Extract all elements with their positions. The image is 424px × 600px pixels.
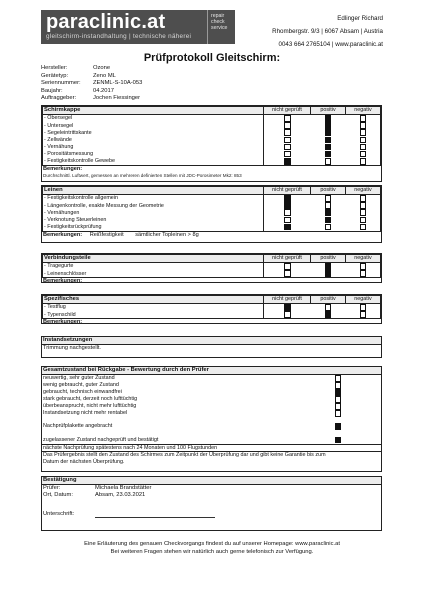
checklist-label: - Testflug <box>43 304 264 312</box>
neg-checkbox[interactable] <box>360 311 367 318</box>
condition-box <box>295 410 381 417</box>
checklist-cell <box>346 304 381 312</box>
np-checkbox[interactable] <box>284 122 291 129</box>
checklist-cell <box>311 158 346 165</box>
condition-label: stark gebraucht, derzeit noch lufttüchtig <box>43 396 138 403</box>
contact-phone-web: 0043 664 2765104 | www.paraclinic.at <box>278 41 383 48</box>
checklist-cell <box>346 263 381 271</box>
remarks-label: Bemerkungen: <box>42 277 381 285</box>
checklist-label: - Porositätsmessung <box>43 151 264 158</box>
checklist-label: - Obersegel <box>43 115 264 123</box>
checklist-cell <box>311 209 346 216</box>
info-label: Gerätetyp: <box>41 72 69 79</box>
info-value: Ozone <box>93 65 111 71</box>
section-title: Spezifisches <box>43 296 264 304</box>
section-title: Leinen <box>43 187 264 195</box>
checklist-cell <box>346 151 381 158</box>
section-bestaetigung <box>41 476 382 531</box>
checklist-cell <box>264 217 311 224</box>
pos-checkbox[interactable] <box>325 311 332 318</box>
checklist-cell <box>346 115 381 123</box>
checklist-cell <box>264 311 311 318</box>
verbindung-table <box>42 254 381 277</box>
neg-checkbox[interactable] <box>360 224 367 231</box>
footer-line: Bei weiteren Fragen stehen wir natürlich auch gerne telefonisch zur Verfügung. <box>110 549 314 555</box>
neg-checkbox[interactable] <box>360 122 367 129</box>
pos-checkbox[interactable] <box>325 115 332 122</box>
pos-checkbox[interactable] <box>325 209 332 216</box>
checklist-cell <box>311 151 346 158</box>
checklist-cell <box>311 311 346 318</box>
checklist-cell <box>311 195 346 203</box>
checklist-cell <box>264 115 311 123</box>
plakette-row <box>42 423 381 430</box>
remarks-label: Bemerkungen: <box>42 165 381 173</box>
checklist-row <box>43 115 381 123</box>
checklist-cell <box>346 224 381 231</box>
logo-side-text: check <box>211 19 225 26</box>
np-checkbox[interactable] <box>284 311 291 318</box>
disclaimer-line: Das Prüfergebnis stellt den Zustand des Schirmes zum Zeitpunkt der Überprüfung dar und gibt keine Garantie bis zum <box>43 452 326 459</box>
condition-checkbox[interactable] <box>335 410 342 417</box>
condition-row <box>42 389 381 396</box>
condition-row <box>42 396 381 403</box>
checklist-cell <box>264 270 311 277</box>
logo-side-block <box>207 10 235 44</box>
condition-box <box>295 403 381 410</box>
footer <box>0 540 424 556</box>
np-checkbox[interactable] <box>284 115 291 122</box>
remarks-label: Bemerkungen: <box>42 318 381 326</box>
ort-label: Ort, Datum: <box>43 492 73 498</box>
pos-checkbox[interactable] <box>325 129 332 136</box>
remarks-note: Durchschnittl. Luftwert, gemessen an mehreren definierten Stellen mit JDC-Porosimeter Mk2: 853 <box>43 172 242 178</box>
checklist-row <box>43 263 381 271</box>
spezifisches-table <box>42 295 381 318</box>
np-checkbox[interactable] <box>284 217 291 224</box>
logo-tagline: gleitschirm-instandhaltung | technische näherei <box>46 33 192 40</box>
info-label: Baujahr: <box>41 87 63 94</box>
pos-checkbox[interactable] <box>325 224 332 231</box>
neg-checkbox[interactable] <box>360 137 367 144</box>
condition-checkbox[interactable] <box>335 389 342 396</box>
signature-label: Unterschrift: <box>43 511 75 517</box>
column-header: positiv <box>311 187 346 195</box>
checklist-cell <box>264 263 311 271</box>
checklist-cell <box>346 129 381 136</box>
checklist-row <box>43 122 381 129</box>
condition-box <box>295 382 381 389</box>
condition-label: Instandsetzung nicht mehr rentabel <box>43 410 128 417</box>
checklist-label: - Zellwände <box>43 137 264 144</box>
checklist-label: - Tragegurte <box>43 263 264 271</box>
logo-side-text: service <box>211 25 228 32</box>
checklist-label: - Vernähung <box>43 144 264 151</box>
schirmkappe-table <box>42 106 381 165</box>
checklist-label: - Festigkeitskontrolle Gewebe <box>43 158 264 165</box>
condition-row <box>42 410 381 417</box>
checklist-label: - Untersegel <box>43 122 264 129</box>
checklist-label: - Vernähungen <box>43 209 264 216</box>
condition-label: neuwertig, sehr guter Zustand <box>43 375 115 381</box>
column-header: nicht geprüft <box>264 107 311 115</box>
disclaimer <box>42 451 381 465</box>
plakette-label: Nachprüfplakette angebracht <box>43 423 113 430</box>
checklist-label: - Festigkeitsrückprüfung <box>43 224 264 231</box>
checklist-cell <box>346 158 381 165</box>
contact-block <box>272 12 383 51</box>
neg-checkbox[interactable] <box>360 144 367 151</box>
info-label: Auftraggeber: <box>41 95 77 102</box>
neg-checkbox[interactable] <box>360 217 367 224</box>
checklist-cell <box>311 129 346 136</box>
checklist-cell <box>311 115 346 123</box>
section-title: Instandsetzungen <box>42 337 381 345</box>
paraclinic-logo <box>41 10 235 44</box>
signature-line[interactable] <box>95 511 215 518</box>
contact-name: Edlinger Richard <box>337 15 383 22</box>
pos-checkbox[interactable] <box>325 195 332 202</box>
pos-checkbox[interactable] <box>325 263 332 270</box>
section-title: Gesamtzustand bei Rückgabe - Bewertung durch den Prüfer <box>42 367 381 375</box>
info-row <box>41 73 142 81</box>
checklist-cell <box>346 217 381 224</box>
pos-checkbox[interactable] <box>325 304 332 311</box>
checklist-cell <box>311 224 346 231</box>
neg-checkbox[interactable] <box>360 151 367 158</box>
neg-checkbox[interactable] <box>360 263 367 270</box>
condition-box <box>295 389 381 396</box>
section-verbindungsteile <box>41 253 382 283</box>
condition-row <box>42 403 381 410</box>
np-checkbox[interactable] <box>284 202 291 209</box>
section-title: Bestätigung <box>42 477 381 485</box>
remarks-text: Reißfestigkeit <box>89 231 124 238</box>
pos-checkbox[interactable] <box>325 122 332 129</box>
section-gesamtzustand <box>41 366 382 472</box>
pruefer-label: Prüfer: <box>43 485 61 491</box>
column-header: positiv <box>311 255 346 263</box>
checklist-cell <box>346 122 381 129</box>
neg-checkbox[interactable] <box>360 209 367 216</box>
disclaimer-line: Datum der nächsten Überprüfung. <box>43 458 125 465</box>
checklist-cell <box>346 202 381 209</box>
checklist-cell <box>311 263 346 271</box>
info-row <box>41 88 142 96</box>
info-value: ZENML-S-10A-053 <box>93 80 143 87</box>
neg-checkbox[interactable] <box>360 304 367 311</box>
pos-checkbox[interactable] <box>325 158 332 165</box>
checklist-row <box>43 129 381 136</box>
ort-row <box>42 492 381 499</box>
checklist-label: - Längenkontrolle, exakte Messung der Geometrie <box>43 202 264 209</box>
condition-label: überbeansprucht, nicht mehr lufttüchtig <box>43 403 137 410</box>
np-checkbox[interactable] <box>284 304 291 311</box>
condition-checkbox[interactable] <box>335 375 342 382</box>
column-header: nicht geprüft <box>264 187 311 195</box>
checklist-row <box>43 270 381 277</box>
np-checkbox[interactable] <box>284 144 291 151</box>
info-value: 04.2017 <box>93 87 114 94</box>
checklist-cell <box>264 195 311 203</box>
checklist-cell <box>264 122 311 129</box>
info-label: Seriennummer: <box>41 80 81 87</box>
remarks-text: sämtlicher Topleinen > 8g <box>135 231 199 238</box>
neg-checkbox[interactable] <box>360 270 367 277</box>
checklist-row <box>43 158 381 165</box>
logo-side-text: repair <box>211 13 225 19</box>
neg-checkbox[interactable] <box>360 129 367 136</box>
condition-row <box>42 375 381 382</box>
checklist-cell <box>264 137 311 144</box>
info-value: Zeno ML <box>93 72 116 79</box>
checklist-cell <box>264 129 311 136</box>
np-checkbox[interactable] <box>284 224 291 231</box>
pos-checkbox[interactable] <box>325 217 332 224</box>
checklist-cell <box>346 270 381 277</box>
column-header: negativ <box>346 107 381 115</box>
column-header: positiv <box>311 107 346 115</box>
condition-checkbox[interactable] <box>335 403 342 410</box>
next-check-text: nächste Nachprüfung spätestens nach 24 Monaten und 100 Flugstunden <box>43 444 218 451</box>
checklist-cell <box>264 202 311 209</box>
checklist-row <box>43 144 381 151</box>
column-header: nicht geprüft <box>264 296 311 304</box>
section-title: Verbindungsteile <box>43 255 264 263</box>
checklist-row <box>43 195 381 203</box>
column-header: negativ <box>346 296 381 304</box>
pos-checkbox[interactable] <box>325 151 332 158</box>
remarks-label: Bemerkungen: <box>43 231 83 238</box>
info-row <box>41 95 142 103</box>
np-checkbox[interactable] <box>284 209 291 216</box>
checklist-cell <box>311 202 346 209</box>
column-header: nicht geprüft <box>264 255 311 263</box>
section-instandsetzungen <box>41 336 382 358</box>
checklist-cell <box>264 224 311 231</box>
checklist-label: - Leinenschlösser <box>43 270 264 277</box>
ort-value: Absam, 23.03.2021 <box>95 492 146 498</box>
checklist-row <box>43 137 381 144</box>
checklist-label: - Verknotung Steuerleinen <box>43 217 264 224</box>
checklist-cell <box>346 144 381 151</box>
column-header: negativ <box>346 187 381 195</box>
checklist-cell <box>264 158 311 165</box>
condition-row <box>42 382 381 389</box>
checklist-cell <box>311 122 346 129</box>
checklist-cell <box>311 217 346 224</box>
checklist-row <box>43 311 381 318</box>
info-row <box>41 80 142 88</box>
neg-checkbox[interactable] <box>360 115 367 122</box>
np-checkbox[interactable] <box>284 137 291 144</box>
neg-checkbox[interactable] <box>360 158 367 165</box>
column-header: negativ <box>346 255 381 263</box>
section-leinen <box>41 185 382 243</box>
device-info <box>41 65 142 103</box>
pruefer-row <box>42 485 381 492</box>
info-value: Jochen Fiessinger <box>93 95 141 102</box>
checklist-row <box>43 151 381 158</box>
section-title: Schirmkappe <box>43 107 264 115</box>
np-checkbox[interactable] <box>284 158 291 165</box>
next-check-row <box>42 444 381 451</box>
pos-checkbox[interactable] <box>325 144 332 151</box>
neg-checkbox[interactable] <box>360 202 367 209</box>
checklist-cell <box>311 304 346 312</box>
checklist-row <box>43 224 381 231</box>
checklist-cell <box>264 144 311 151</box>
checklist-row <box>43 304 381 312</box>
logo-wordmark: paraclinic.at <box>46 11 166 33</box>
np-checkbox[interactable] <box>284 263 291 270</box>
np-checkbox[interactable] <box>284 151 291 158</box>
checklist-label: - Festigkeitskontrolle allgemein <box>43 195 264 203</box>
checklist-cell <box>264 209 311 216</box>
section-spezifisches <box>41 294 382 324</box>
checklist-row <box>43 209 381 216</box>
checklist-label: - Typenschild <box>43 311 264 318</box>
checklist-cell <box>346 137 381 144</box>
checklist-cell <box>346 195 381 203</box>
neg-checkbox[interactable] <box>360 195 367 202</box>
checklist-cell <box>264 304 311 312</box>
condition-checkbox[interactable] <box>335 382 342 389</box>
condition-checkbox[interactable] <box>335 396 342 403</box>
zugelassen-row <box>42 437 381 444</box>
checklist-row <box>43 217 381 224</box>
info-label: Hersteller: <box>41 65 68 71</box>
section-schirmkappe <box>41 105 382 182</box>
zugelassen-label: zugelassener Zustand nachgeprüft und bestätigt <box>43 436 159 443</box>
condition-box <box>295 375 381 382</box>
checklist-cell <box>311 144 346 151</box>
condition-label: wenig gebraucht, guter Zustand <box>43 382 119 389</box>
checklist-cell <box>264 151 311 158</box>
np-checkbox[interactable] <box>284 270 291 277</box>
leinen-table <box>42 186 381 231</box>
repair-text: Trimmung nachgestellt. <box>43 345 101 351</box>
pos-checkbox[interactable] <box>325 202 332 209</box>
column-header: positiv <box>311 296 346 304</box>
checklist-cell <box>346 209 381 216</box>
signature-row <box>42 511 381 518</box>
checklist-cell <box>311 137 346 144</box>
checklist-label: - Segeleintrittskante <box>43 129 264 136</box>
zugelassen-checkbox[interactable] <box>335 437 342 444</box>
footer-line: Eine Erläuterung des genauen Checkvorgangs findest du auf unserer Homepage: www.paraclinic.at <box>84 541 340 547</box>
contact-address: Rhombergstr. 9/3 | 6067 Absam | Austria <box>272 28 383 35</box>
np-checkbox[interactable] <box>284 129 291 136</box>
pos-checkbox[interactable] <box>325 137 332 144</box>
remarks-row <box>42 231 381 239</box>
pruefer-value: Michaela Brandstätter <box>95 485 152 491</box>
condition-list <box>42 375 381 417</box>
np-checkbox[interactable] <box>284 195 291 202</box>
info-row <box>41 65 142 73</box>
checklist-cell <box>346 311 381 318</box>
condition-label: gebraucht, technisch einwandfrei <box>43 389 122 396</box>
pos-checkbox[interactable] <box>325 270 332 277</box>
checklist-row <box>43 202 381 209</box>
checklist-cell <box>311 270 346 277</box>
plakette-checkbox[interactable] <box>335 423 342 430</box>
page-title: Prüfprotokoll Gleitschirm: <box>143 52 281 64</box>
condition-box <box>295 396 381 403</box>
